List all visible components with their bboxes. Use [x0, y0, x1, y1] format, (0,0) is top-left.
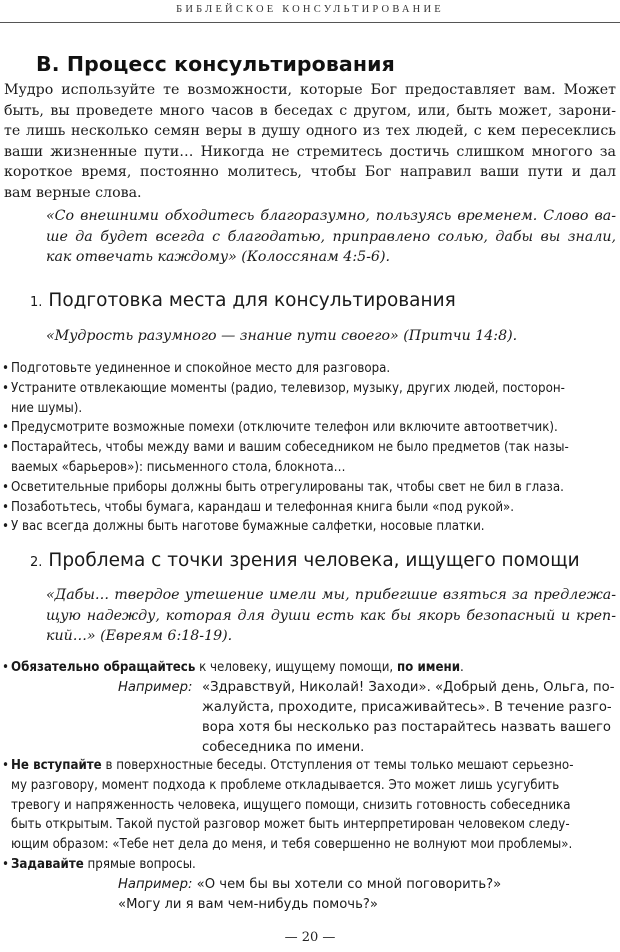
- paragraph-line: ющим образом: «Тебе нет дела до меня, и тебя совершенно не волнуют мои проблемы».: [11, 837, 573, 853]
- quote-line: «Мудрость разумного — знание пути своего» (Притчи 14:8).: [46, 328, 518, 344]
- bullet-icon: •: [2, 420, 9, 436]
- example-line: жалуйста, проходите, присаживайтесь». В течение разго-: [202, 700, 612, 715]
- quote-line: щую надежду, которая для души есть как бы якорь безопасный и креп-: [46, 607, 616, 624]
- quote-line: «Дабы… твердое утешение имели мы, прибегшие взяться за предлежа-: [46, 587, 616, 603]
- intro-line: ваши жизненные пути… Никогда не стремитесь достичь слишком многого за: [4, 143, 616, 160]
- list-item: • Предусмотрите возможные помехи (отключите телефон или включите автоответчик).: [2, 418, 616, 438]
- quote-line: как отвечать каждому» (Колоссянам 4:5-6).: [46, 249, 390, 265]
- list-item: • Подготовьте уединенное и спокойное место для разговора.: [2, 359, 616, 379]
- advice-item-direct-questions: • Задавайте прямые вопросы.: [2, 855, 616, 875]
- paragraph-line: тревогу и напряженность человека, ищущего помощи, снизить готовность собеседника: [11, 797, 571, 813]
- quote-line: ше да будет всегда с благодатью, приправлено солью, дабы вы знали,: [46, 228, 616, 245]
- list-item: • У вас всегда должны быть наготове бумажные салфетки, носовые платки.: [2, 517, 616, 537]
- advice-item-no-small-talk: • Не вступайте в поверхностные беседы. Отступления от темы только мешают серьезно- му разговору, момент подхода к проблеме откладывается. Это может лишь усугубить тревогу и напряженность человека, ищущего помощи, снизить готовность собеседника быть открытым. Такой пустой разговор может быть интерпретирован человеком следу- ющим образом: «Тебе нет дела до меня, и тебя совершенно не волнуют мои проблемы».: [2, 756, 616, 855]
- bullet-icon: •: [2, 857, 9, 872]
- advice-item-use-name: • Обязательно обращайтесь к человеку, ищущему помощи, по имени.: [2, 658, 616, 678]
- bullet-icon: •: [2, 380, 9, 396]
- bullet-icon: •: [2, 660, 9, 675]
- preparation-checklist: [2, 359, 616, 537]
- example-label: Например:: [118, 877, 193, 892]
- advice-emphasis: Задавайте: [11, 857, 84, 872]
- page-number: — 20 —: [284, 930, 336, 945]
- scripture-quote-proverbs: [46, 326, 616, 347]
- list-item: • Постарайтесь, чтобы между вами и вашим собеседником не было предметов (так назы-: [2, 438, 616, 458]
- list-item-continuation: ваемых «барьеров»): письменного стола, блокнота…: [11, 459, 346, 475]
- quote-line: кий…» (Евреям 6:18-19).: [46, 628, 233, 644]
- subheading-text: Проблема с точки зрения человека, ищущего помощи: [48, 550, 580, 571]
- subheading-1: [30, 290, 456, 311]
- subheading-number: 1.: [30, 295, 43, 310]
- example-line: собеседника по имени.: [202, 740, 365, 755]
- bullet-icon: •: [2, 361, 9, 376]
- bullet-icon: •: [2, 519, 9, 535]
- scripture-quote-hebrews: [46, 585, 616, 647]
- list-item: • Осветительные приборы должны быть отрегулированы так, чтобы свет не бил в глаза.: [2, 478, 616, 498]
- example-line: вора хотя бы несколько раз постарайтесь назвать вашего: [202, 720, 611, 735]
- list-item: • Позаботьтесь, чтобы бумага, карандаш и телефонная книга были «под рукой».: [2, 498, 616, 518]
- subheading-text: Подготовка места для консультирования: [48, 290, 456, 311]
- list-item: • Устраните отвлекающие моменты (радио, телевизор, музыку, других людей, посторон-: [2, 379, 616, 399]
- running-head: БИБЛЕЙСКОЕ КОНСУЛЬТИРОВАНИЕ: [176, 4, 444, 15]
- example-label: Например:: [118, 680, 193, 695]
- header-rule: [0, 22, 620, 23]
- bullet-icon: •: [2, 758, 9, 773]
- example-text: [202, 678, 614, 758]
- paragraph-line: быть открытым. Такой пустой разговор может быть интерпретирован человеком следу-: [11, 817, 570, 833]
- advice-emphasis: по имени: [396, 660, 461, 675]
- intro-line: вам верные слова.: [4, 184, 142, 201]
- scripture-quote-colossians: [46, 206, 616, 268]
- advice-emphasis: Обязательно обращайтесь: [11, 660, 196, 675]
- section-title: B. Процесс консультирования: [36, 52, 395, 76]
- intro-line: те лишь несколько семян веры в душу одного из тех людей, с кем пересеклись: [4, 123, 616, 139]
- intro-line: Мудро используйте те возможности, которые Бог предоставляет вам. Может: [4, 82, 616, 98]
- intro-paragraph: [4, 80, 616, 203]
- quote-line: «Со внешними обходитесь благоразумно, пользуясь временем. Слово ва-: [46, 208, 616, 224]
- bullet-icon: •: [2, 499, 9, 515]
- intro-line: быть, вы проведете много часов в беседах с другом, или, быть может, зарони-: [4, 102, 616, 119]
- advice-emphasis: Не вступайте: [11, 758, 102, 773]
- list-item-continuation: ние шумы).: [11, 400, 83, 416]
- subheading-number: 2.: [30, 555, 43, 570]
- example-line: «О чем бы вы хотели со мной поговорить?»: [196, 877, 502, 892]
- subheading-2: [30, 550, 580, 571]
- intro-line: короткое время, постоянно молитесь, чтобы Бог направил ваши пути и дал: [4, 164, 616, 180]
- bullet-icon: •: [2, 479, 9, 495]
- example-line: «Могу ли я вам чем-нибудь помочь?»: [118, 897, 378, 912]
- example-line: «Здравствуй, Николай! Заходи». «Добрый день, Ольга, по-: [202, 680, 615, 695]
- paragraph-line: му разговору, момент подхода к проблеме откладывается. Это может лишь усугубить: [11, 777, 560, 793]
- bullet-icon: •: [2, 440, 9, 456]
